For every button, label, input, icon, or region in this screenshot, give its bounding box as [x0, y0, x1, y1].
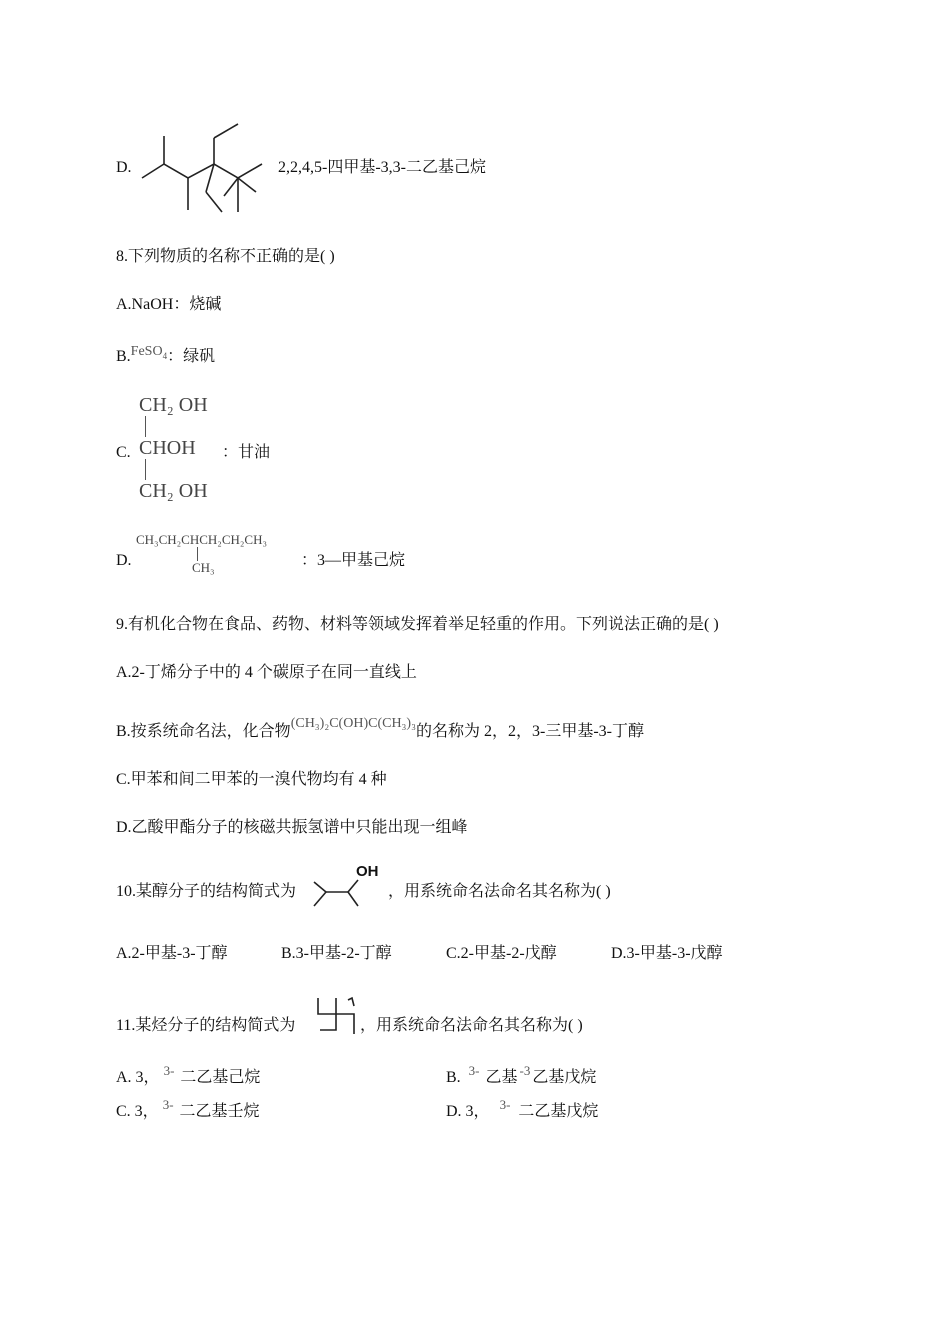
- q10-stem-prefix: 10.某醇分子的结构简式为: [116, 883, 297, 900]
- q9-option-b: [116, 716, 644, 743]
- q11-c-locant: 3-: [162, 1097, 174, 1112]
- q11-c-prefix: C. 3，: [116, 1103, 159, 1120]
- q11-stem-suffix: ，用系统命名法命名其名称为( ): [360, 1017, 583, 1034]
- q11-b-prefix: B.: [446, 1069, 461, 1086]
- q10-option-a: A.2-甲基-3-丁醇: [116, 945, 228, 962]
- q10-alcohol-structure: [312, 876, 360, 912]
- methylhexane-branch-bond: [197, 547, 267, 561]
- q8-option-b-formula: [131, 344, 167, 359]
- glycerol-row-1: CH₂ OH: [139, 394, 208, 416]
- q11-b-name: 乙基戊烷: [532, 1069, 597, 1086]
- q9-option-a: A.2-丁烯分子中的 4 个碳原子在同一直线上: [116, 664, 417, 681]
- q10-option-c: C.2-甲基-2-戊醇: [446, 945, 557, 962]
- q11-option-b: [446, 1063, 597, 1088]
- q10-option-b: B.3-甲基-2-丁醇: [281, 945, 392, 962]
- q11-hydrocarbon-structure: [316, 996, 356, 1036]
- q9-option-b-suffix: 的名称为 2，2，3-三甲基-3-丁醇: [415, 723, 644, 740]
- q11-b-locant-2: -3: [519, 1063, 531, 1078]
- q11-option-c: [116, 1097, 260, 1122]
- q8-methylhexane-structure: [136, 533, 267, 575]
- q11-a-prefix: A. 3，: [116, 1069, 160, 1086]
- q11-option-d: [446, 1097, 599, 1122]
- q7-option-d-label: D.: [116, 159, 132, 176]
- q8-option-c-label: C.: [116, 444, 131, 461]
- q11-a-name: 二乙基己烷: [180, 1069, 261, 1086]
- q8-option-b: [116, 344, 216, 372]
- q11-b-locant-1: 3-: [468, 1063, 480, 1078]
- methylhexane-main-chain: CH₃CH₂CHCH₂CH₂CH₃: [136, 532, 268, 547]
- q9-option-d: D.乙酸甲酯分子的核磁共振氢谱中只能出现一组峰: [116, 819, 468, 836]
- q8-option-a: A.NaOH：烧碱: [116, 296, 222, 313]
- q9-stem: 9.有机化合物在食品、药物、材料等领域发挥着举足轻重的作用。下列说法正确的是( ): [116, 616, 719, 633]
- q8-option-b-label: B.: [116, 348, 131, 365]
- q8-glycerol-structure: [139, 394, 208, 502]
- q11-b-mid: 乙基: [485, 1069, 518, 1086]
- q8-option-d-label: D.: [116, 552, 132, 569]
- q8-option-d-name: ：3—甲基己烷: [301, 552, 406, 569]
- q8-stem: 8.下列物质的名称不正确的是( ): [116, 248, 335, 265]
- q8-option-b-name: ：绿矾: [167, 348, 216, 365]
- glycerol-bond-2: [145, 459, 208, 480]
- q9-option-b-prefix: B.按系统命名法，化合物: [116, 723, 291, 740]
- methylhexane-branch: CH₃: [192, 560, 215, 575]
- q8-b-formula-sub: 4: [162, 350, 168, 361]
- q7-option-d-name: 2,2,4,5-四甲基-3,3-二乙基己烷: [278, 159, 486, 176]
- q11-stem-prefix: 11.某烃分子的结构简式为: [116, 1017, 296, 1034]
- glycerol-bond-1: [145, 416, 208, 437]
- q11-a-locant: 3-: [163, 1063, 175, 1078]
- q11-d-locant: 3-: [499, 1097, 511, 1112]
- glycerol-row-3: CH₂ OH: [139, 480, 208, 502]
- q10-stem-suffix: ，用系统命名法命名其名称为( ): [388, 883, 611, 900]
- q11-d-name: 二乙基戊烷: [518, 1103, 599, 1120]
- q11-d-prefix: D. 3，: [446, 1103, 490, 1120]
- q8-option-c-name: ：甘油: [222, 444, 271, 461]
- q8-b-formula-main: FeSO: [130, 344, 163, 359]
- q10-option-d: D.3-甲基-3-戊醇: [611, 945, 723, 962]
- q9-option-b-formula: (CH₃)₂C(OH)C(CH₃)₃: [290, 716, 416, 731]
- q11-c-name: 二乙基壬烷: [179, 1103, 260, 1120]
- q10-oh-label: OH: [356, 863, 379, 880]
- q7-skeletal-structure: [138, 120, 268, 215]
- q9-option-c: C.甲苯和间二甲苯的一溴代物均有 4 种: [116, 771, 387, 788]
- q11-option-a: [116, 1063, 261, 1088]
- glycerol-row-2: CHOH: [139, 437, 196, 459]
